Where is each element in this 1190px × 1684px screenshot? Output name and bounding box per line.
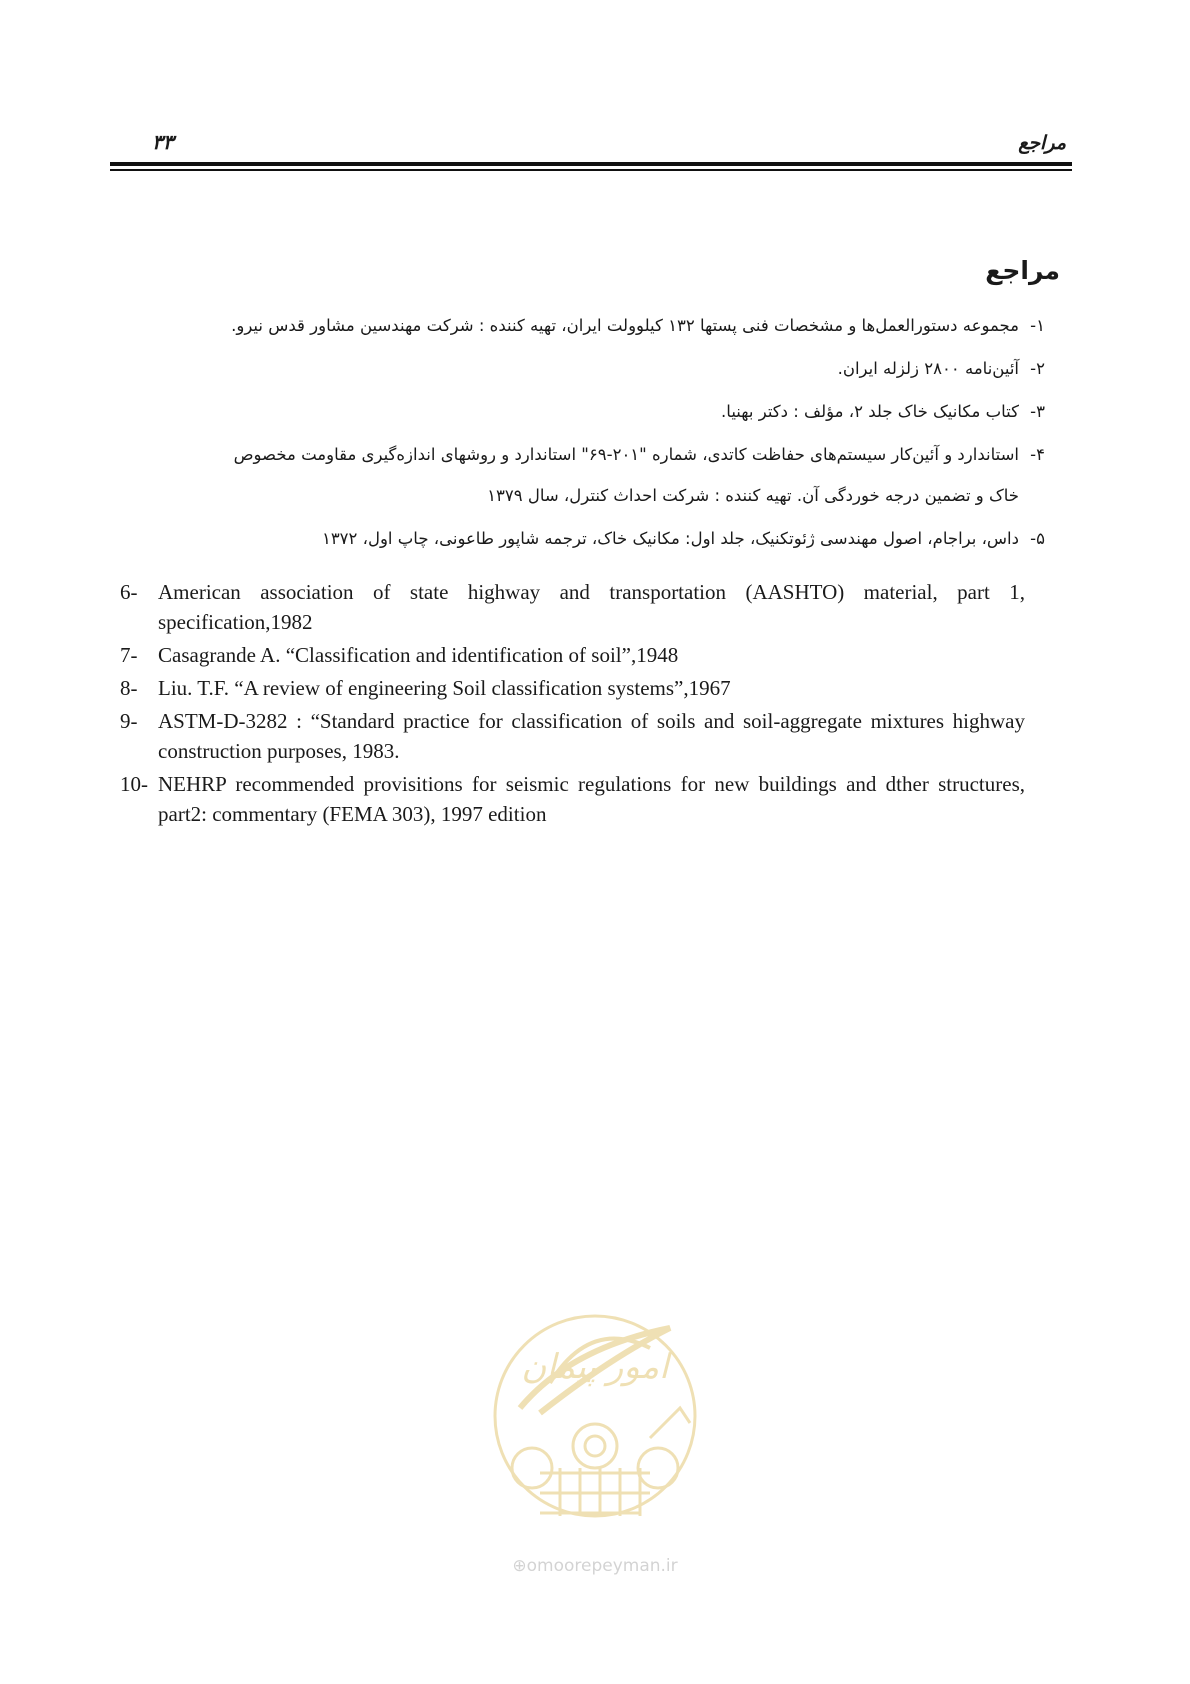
logo-text: امور پیمان (521, 1347, 669, 1387)
list-item (120, 706, 1025, 766)
reference-text: ASTM-D-3282 : “Standard practice for classification of soils and soil-aggregate mixtures highway construction purposes, 1983. (158, 709, 1025, 763)
reference-number: 9- (120, 709, 138, 733)
reference-number: ۴- (1030, 445, 1045, 464)
reference-number: ۲- (1030, 359, 1045, 378)
list-item (145, 441, 1045, 509)
reference-text-continued: خاک و تضمین درجه خوردگی آن. تهیه کننده : شرکت احداث کنترل، سال ۱۳۷۹ (487, 486, 1019, 505)
reference-text: Liu. T.F. “A review of engineering Soil classification systems”,1967 (158, 676, 731, 700)
list-item (120, 577, 1025, 637)
reference-number: ۱- (1030, 316, 1045, 335)
reference-text: آئین‌نامه ۲۸۰۰ زلزله ایران. (837, 359, 1019, 378)
list-item (120, 673, 1025, 703)
persian-reference-list (145, 312, 1045, 568)
list-item (145, 355, 1045, 382)
list-item (120, 769, 1025, 829)
reference-text: NEHRP recommended provisitions for seismic regulations for new buildings and dther structures, part2: commentary (FEMA 303), 1997 edition (158, 772, 1025, 826)
reference-number: ۵- (1030, 529, 1045, 548)
english-reference-list (120, 577, 1025, 832)
list-item (145, 398, 1045, 425)
watermark-logo (480, 1288, 710, 1588)
header-rule-thick (110, 162, 1072, 166)
header-rule-thin (110, 169, 1072, 171)
list-item (120, 640, 1025, 670)
reference-number: 8- (120, 676, 138, 700)
reference-number: ۳- (1030, 402, 1045, 421)
list-item (145, 525, 1045, 552)
reference-text: American association of state highway and transportation (AASHTO) material, part 1, specification,1982 (158, 580, 1025, 634)
reference-number: 10- (120, 772, 148, 796)
reference-text: کتاب مکانیک خاک جلد ۲، مؤلف : دکتر بهنیا. (721, 402, 1019, 421)
page-number: ۳۳ (152, 130, 174, 154)
watermark-site: ⊕omoorepeyman.ir (512, 1556, 678, 1576)
reference-text: Casagrande A. “Classification and identification of soil”,1948 (158, 643, 679, 667)
list-item (145, 312, 1045, 339)
reference-text: استاندارد و آئین‌کار سیستم‌های حفاظت کاتدی، شماره "۲۰۱-۶۹" استاندارد و روشهای اندازه‌گیری مقاومت مخصوص (233, 445, 1019, 464)
logo-seal-icon (480, 1288, 710, 1548)
reference-text: داس، براجام، اصول مهندسی ژئوتکنیک، جلد اول: مکانیک خاک، ترجمه شاپور طاعونی، چاپ اول، ۱۳۷۲ (321, 529, 1019, 548)
reference-number: 6- (120, 580, 138, 604)
reference-text: مجموعه دستورالعمل‌ها و مشخصات فنی پستها ۱۳۲ کیلوولت ایران، تهیه کننده : شرکت مهندسین مشاور قدس نیرو. (231, 316, 1019, 335)
section-title: مراجع (985, 256, 1060, 285)
reference-number: 7- (120, 643, 138, 667)
running-title: مراجع (1018, 132, 1066, 154)
